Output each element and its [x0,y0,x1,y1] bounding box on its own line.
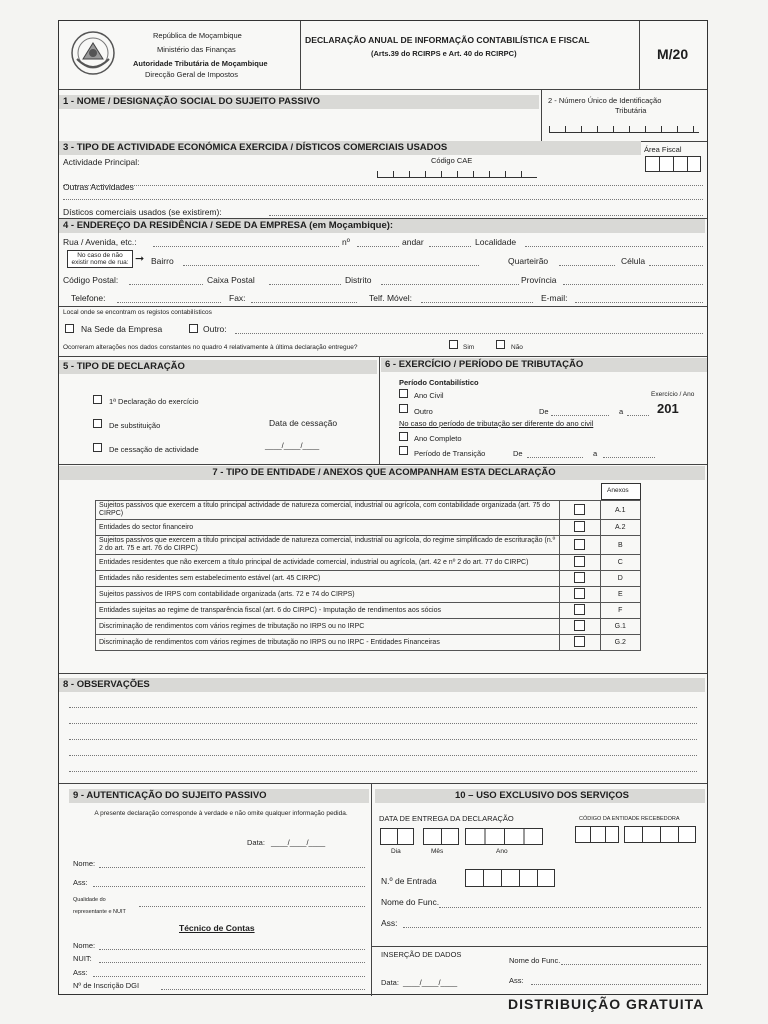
cessation-checkbox[interactable] [93,443,102,452]
mobile-label: Telf. Móvel: [369,293,412,303]
section-9-title: 9 - AUTENTICAÇÃO DO SUJEITO PASSIVO [69,789,369,803]
form-code: M/20 [657,46,689,62]
annex-checkbox[interactable] [574,521,585,532]
annex-description: Discriminação de rendimentos com vários regimes de tributação no IRPS ou no IRPC [96,619,560,635]
po-box-label: Caixa Postal [207,275,255,285]
annex-description: Discriminação de rendimentos com vários regimes de tributação no IRPS ou no IRPC - Entidades Financeiras [96,635,560,651]
section-2-title: 2 - Número Único de Identificação [548,96,662,105]
annex-code: D [600,571,640,587]
day-label: Dia [391,848,401,855]
other-location-checkbox[interactable] [189,324,198,333]
changes-question: Ocorreram alterações nos dados constantes no quadro 4 relativamente à última declaração entregue? [63,344,358,351]
cae-label: Código CAE [431,156,473,165]
annex-row [96,587,641,603]
auth-name-label: Nome: [73,859,96,868]
month-label: Mês [431,848,444,855]
period-from-label: De [539,407,549,416]
annex-checkbox[interactable] [574,620,585,631]
annex-row [96,536,641,555]
accountant-title: Técnico de Contas [179,923,255,933]
fax-label: Fax: [229,293,246,303]
street-label: Rua / Avenida, etc.: [63,237,137,247]
form-title: DECLARAÇÃO ANUAL DE INFORMAÇÃO CONTABILÍSTICA E FISCAL [305,35,590,45]
phone-label: Telefone: [71,293,106,303]
annex-code: A.1 [600,501,640,520]
annex-row [96,501,641,520]
annex-checkbox-cell[interactable] [560,520,600,536]
annex-description: Sujeitos passivos de IRPS com contabilidade organizada (arts. 72 e 74 do CIRPS) [96,587,560,603]
annex-checkbox[interactable] [574,636,585,647]
annex-code: B [600,536,640,555]
exercise-year-value[interactable]: 201 [657,401,679,416]
transition-from-label: De [513,449,523,458]
annex-checkbox-cell[interactable] [560,587,600,603]
accountant-nuit-label: NUIT: [73,954,92,963]
celula-label: Célula [621,256,646,266]
fiscal-area-field[interactable] [645,156,701,172]
data-entry-date-field[interactable]: ____/____/____ [403,978,458,987]
section-8-title: 8 - OBSERVAÇÕES [59,678,705,692]
section-2-title2: Tributária [615,106,647,115]
accounting-period-label: Período Contabilístico [399,378,479,387]
commercial-signs-label: Dísticos comerciais usados (se existirem): [63,207,222,217]
other-period-checkbox[interactable] [399,404,408,413]
cessation-date-label: Data de cessação [269,418,338,428]
first-declaration-checkbox[interactable] [93,395,102,404]
annex-code: E [600,587,640,603]
period-to-label: a [619,407,624,416]
transition-period-checkbox[interactable] [399,446,408,455]
transition-to-label: a [593,449,598,458]
auth-date-label: Data: [247,838,265,847]
emblem-icon [69,29,117,77]
quality-label: Qualidade do [73,897,106,903]
email-label: E-mail: [541,293,568,303]
cessation-label: De cessação de actividade [109,445,199,454]
delivery-day-field[interactable] [380,828,414,845]
hq-checkbox[interactable] [65,324,74,333]
section-3-title: 3 - TIPO DE ACTIVIDADE ECONÓMICA EXERCIDA / DÍSTICOS COMERCIAIS USADOS [59,141,641,155]
annex-code: C [600,555,640,571]
other-location-label: Outro: [203,324,227,334]
year-label: Ano [496,848,508,855]
fiscal-area-label: Área Fiscal [644,145,682,154]
cae-field[interactable] [377,171,537,178]
number-label: nº [342,237,350,247]
different-period-note: No caso do período de tributação ser diferente do ano civil [399,419,594,428]
ministry-text: Ministério das Finanças [157,45,236,54]
annex-checkbox[interactable] [574,539,585,550]
no-street-note-text: No caso de não existir nome de rua: [71,252,129,266]
nuit-field[interactable] [549,126,699,133]
receiving-code-field-2[interactable] [624,826,696,843]
officer-signature-label: Ass: [381,918,398,928]
province-label: Província [521,275,557,285]
postal-code-label: Código Postal: [63,275,119,285]
officer-name-label: Nome do Func. [381,897,440,907]
receiving-code-field-1[interactable] [575,826,619,843]
arrow-icon: ➞ [135,253,145,265]
full-year-label: Ano Completo [414,434,462,443]
delivery-year-field[interactable] [465,828,543,845]
quarteirao-label: Quarteirão [508,256,549,266]
annexes-header-label: Anexos [607,487,629,494]
district-label: Distrito [345,275,372,285]
annex-row [96,635,641,651]
transition-period-label: Período de Transição [414,449,486,458]
taxpayer-name-field[interactable] [63,113,539,133]
annex-row [96,555,641,571]
bairro-label: Bairro [151,256,174,266]
annex-description: Sujeitos passivos que exercem a título principal actividade de natureza comercial, industrial ou agrícola, do regime simplificado de escrituração (n.º 2 do art. 75 e art. 76 do CIRPC) [96,536,560,555]
accountant-name-label: Nome: [73,941,96,950]
data-entry-officer-label: Nome do Func. [509,956,561,965]
annex-checkbox[interactable] [574,556,585,567]
annexes-table [95,500,641,651]
replacement-checkbox[interactable] [93,419,102,428]
annex-code: G.2 [600,635,640,651]
auth-date-field[interactable]: ____/____/____ [271,838,326,847]
hq-label: Na Sede da Empresa [81,324,163,334]
floor-label: andar [402,237,424,247]
section-1-title: 1 - NOME / DESIGNAÇÃO SOCIAL DO SUJEITO PASSIVO [59,95,539,109]
annex-row [96,571,641,587]
changes-no-checkbox[interactable] [496,340,505,349]
main-activity-label: Actividade Principal: [63,157,140,167]
annex-code: A.2 [600,520,640,536]
locality-label: Localidade [475,237,517,247]
annex-code: G.1 [600,619,640,635]
form-subtitle: (Arts.39 do RCIRPS e Art. 40 do RCIRPC) [371,49,517,58]
entry-number-label: N.º de Entrada [381,876,437,886]
annex-row [96,619,641,635]
annex-description: Entidades residentes que não exercem a título principal de actividade comercial, industrial ou agrícola, (art. 42 e nº 2 do art. 77 do CIRPC) [96,555,560,571]
annex-description: Sujeitos passivos que exercem a título principal actividade de natureza comercial, industrial ou agrícola, com contabilidade organizada (art. 75 do CIRPC) [96,501,560,520]
annex-row [96,603,641,619]
direction-text: Direcção Geral de Impostos [145,70,238,79]
annex-checkbox[interactable] [574,572,585,583]
auth-signature-label: Ass: [73,878,88,887]
delivery-date-label: DATA DE ENTREGA DA DECLARAÇÃO [379,814,514,823]
first-declaration-label: 1ª Declaração do exercício [109,397,199,406]
section-6-title: 6 - EXERCÍCIO / PERÍODO DE TRIBUTAÇÃO [381,358,707,372]
changes-no-label: Não [511,344,523,351]
data-entry-date-label: Data: [381,978,399,987]
dgi-registration-label: Nº de Inscrição DGI [73,981,140,990]
section-7-title: 7 - TIPO DE ENTIDADE / ANEXOS QUE ACOMPANHAM ESTA DECLARAÇÃO [59,466,705,480]
annex-description: Entidades não residentes sem estabelecimento estável (art. 45 CIRPC) [96,571,560,587]
section-10-title: 10 – USO EXCLUSIVO DOS SERVIÇOS [375,789,705,803]
data-entry-signature-label: Ass: [509,976,524,985]
annex-row [96,520,641,536]
annex-description: Entidades do sector financeiro [96,520,560,536]
exercise-year-label: Exercício / Ano [651,391,695,398]
annex-checkbox-cell[interactable] [560,619,600,635]
annex-code: F [600,603,640,619]
representative-label: representante e NUIT [73,909,126,915]
other-activities-label: Outras Actividades [63,182,134,192]
entry-number-field[interactable] [465,869,555,887]
accountant-signature-label: Ass: [73,968,88,977]
section-5-title: 5 - TIPO DE DECLARAÇÃO [59,360,377,374]
annex-checkbox-cell[interactable] [560,555,600,571]
civil-year-checkbox[interactable] [399,389,408,398]
data-entry-label: INSERÇÃO DE DADOS [381,950,462,959]
civil-year-label: Ano Civil [414,391,444,400]
changes-yes-label: Sim [463,344,475,351]
changes-yes-checkbox[interactable] [449,340,458,349]
annex-checkbox[interactable] [574,604,585,615]
records-location-label: Local onde se encontram os registos contabilísticos [63,309,212,316]
cessation-date-field[interactable]: ____/____/____ [265,441,320,450]
annex-checkbox-cell[interactable] [560,603,600,619]
republic-text: República de Moçambique [153,31,242,40]
authority-text: Autoridade Tributária de Moçambique [133,59,268,68]
other-period-label: Outro [414,407,433,416]
delivery-month-field[interactable] [423,828,459,845]
annex-checkbox[interactable] [574,504,585,515]
annex-checkbox[interactable] [574,588,585,599]
annex-checkbox-cell[interactable] [560,536,600,555]
receiving-entity-label: CÓDIGO DA ENTIDADE RECEBEDORA [579,816,680,822]
section-4-title: 4 - ENDEREÇO DA RESIDÊNCIA / SEDE DA EMPRESA (em Moçambique): [59,219,705,233]
annex-checkbox-cell[interactable] [560,501,600,520]
annex-checkbox-cell[interactable] [560,571,600,587]
replacement-label: De substituição [109,421,161,430]
tax-declaration-form [58,20,708,995]
annex-description: Entidades sujeitas ao regime de transparência fiscal (art. 6 do CIRPC) - Imputação de rendimentos aos sócios [96,603,560,619]
annex-checkbox-cell[interactable] [560,635,600,651]
truth-statement: A presente declaração corresponde à verdade e não omite qualquer informação pedida. [94,810,348,817]
full-year-checkbox[interactable] [399,432,408,441]
free-distribution-footer: DISTRIBUIÇÃO GRATUITA [508,996,705,1012]
